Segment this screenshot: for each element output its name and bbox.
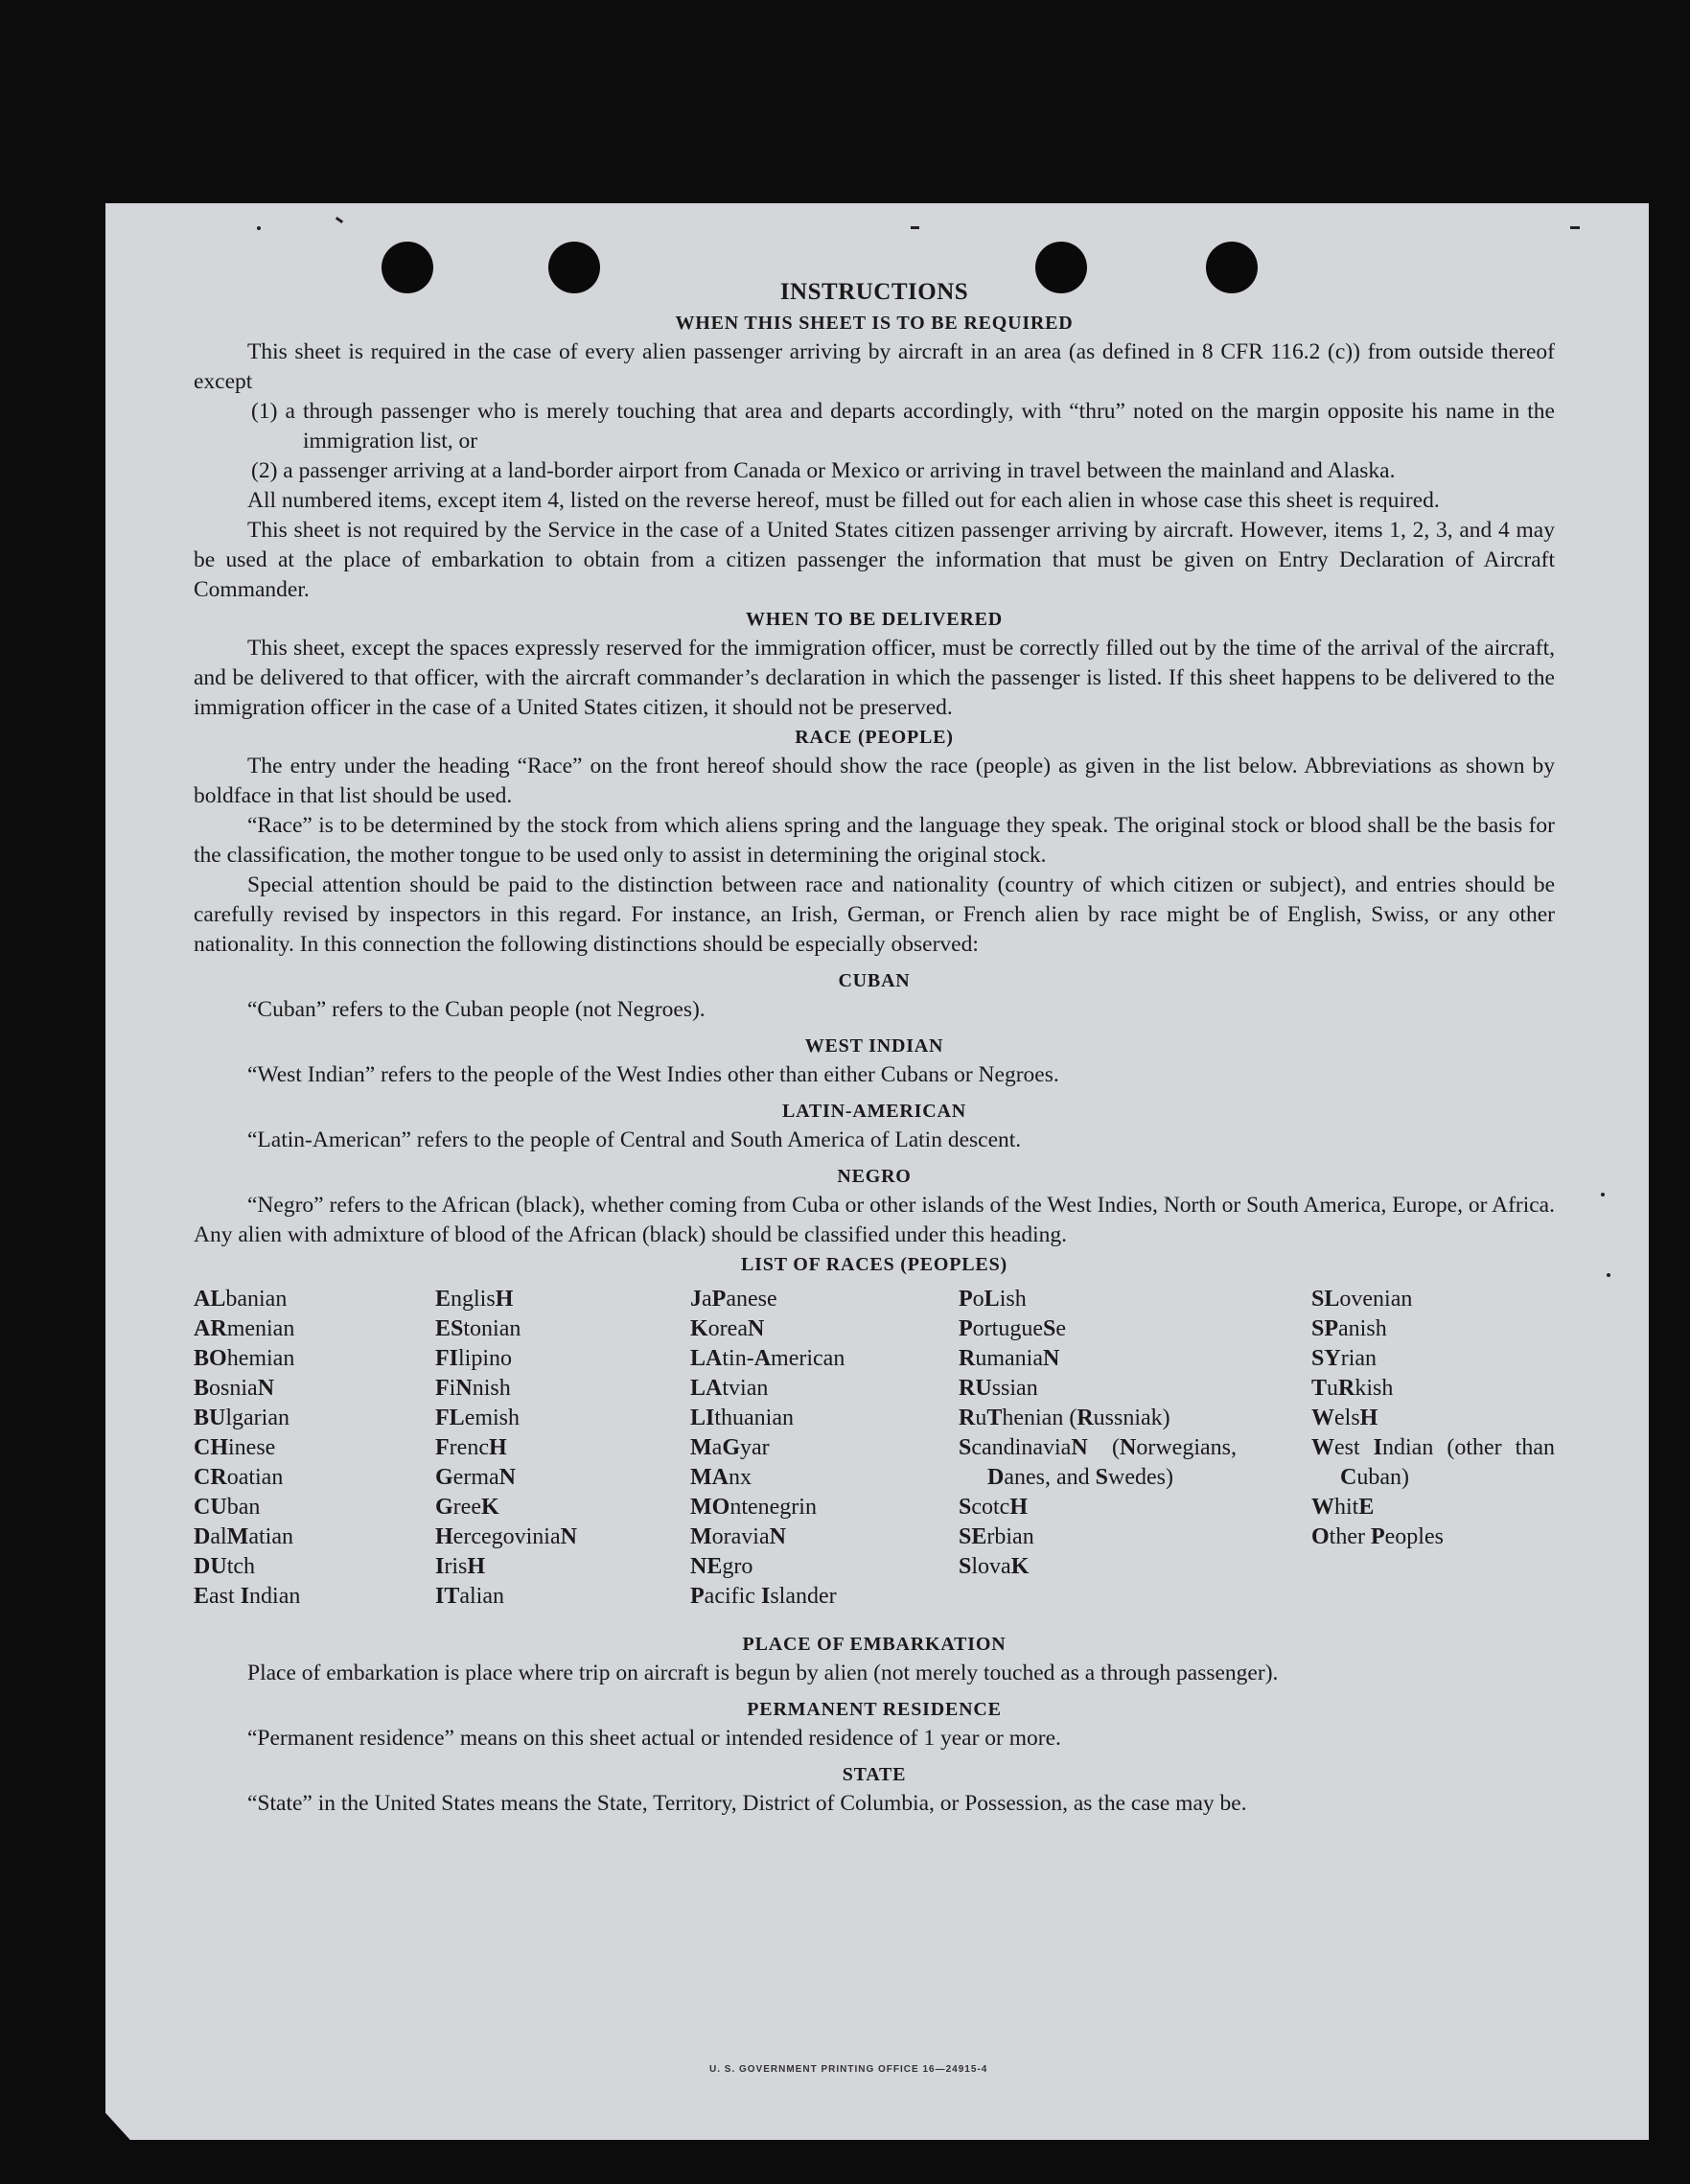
race-item: East Indian xyxy=(194,1584,301,1609)
race-item: MaGyar xyxy=(690,1435,770,1460)
section-heading: WEST INDIAN xyxy=(804,1035,944,1057)
races-column xyxy=(194,1285,414,1612)
section-heading: RACE (PEOPLE) xyxy=(795,727,954,748)
speck xyxy=(1607,1273,1610,1277)
paragraph: “Cuban” refers to the Cuban people (not Negroes). xyxy=(247,997,706,1022)
race-item: LIthuanian xyxy=(690,1406,794,1430)
race-item: PoLish xyxy=(959,1287,1027,1312)
race-item: BUlgarian xyxy=(194,1406,289,1430)
race-item: FrencH xyxy=(435,1435,507,1460)
race-item: GermaN xyxy=(435,1465,516,1490)
race-item: ScotcH xyxy=(959,1495,1029,1520)
race-item: WelsH xyxy=(1311,1406,1378,1430)
section-heading: STATE xyxy=(842,1764,907,1785)
races-list xyxy=(194,1285,1555,1630)
speck xyxy=(1570,226,1580,229)
paragraph: “West Indian” refers to the people of the West Indies other than either Cubans or Negroes. xyxy=(247,1062,1059,1087)
race-item: NEgro xyxy=(690,1554,753,1579)
paragraph: All numbered items, except item 4, listed on the reverse hereof, must be filled out for each alien in whose case this sheet is required. xyxy=(247,488,1440,513)
race-item: ITalian xyxy=(435,1584,504,1609)
race-item: ScandinaviaN (Norwegians, Danes, and Swedes) xyxy=(959,1435,1237,1490)
paragraph: “Negro” refers to the African (black), whether coming from Cuba or other islands of the West Indies, North or South America, Europe, or Africa. Any alien with admixture of blood of the African (black) should be classified under this heading. xyxy=(194,1193,1555,1247)
race-item: TuRkish xyxy=(1311,1376,1394,1401)
races-column xyxy=(1311,1285,1555,1552)
race-item: CHinese xyxy=(194,1435,276,1460)
race-item: CRoatian xyxy=(194,1465,284,1490)
race-item: EStonian xyxy=(435,1316,521,1341)
paragraph: “State” in the United States means the State, Territory, District of Columbia, or Possession, as the case may be. xyxy=(247,1791,1247,1816)
race-item: DUtch xyxy=(194,1554,256,1579)
race-item: FIlipino xyxy=(435,1346,513,1371)
race-item: LAtvian xyxy=(690,1376,769,1401)
race-item: LAtin-American xyxy=(690,1346,845,1371)
race-item: Pacific Islander xyxy=(690,1584,837,1609)
race-item: WhitE xyxy=(1311,1495,1375,1520)
race-item: RuThenian (Russniak) xyxy=(959,1406,1170,1430)
races-column xyxy=(959,1285,1237,1582)
race-item: ARmenian xyxy=(194,1316,295,1341)
race-item: RumaniaN xyxy=(959,1346,1060,1371)
paragraph: This sheet is not required by the Service in the case of a United States citizen passenger arriving by aircraft. However, items 1, 2, 3, and 4 may be used at the place of embarkation to obtain from a citizen passenger the information that must be given on Entry Declaration of Aircraft Commander. xyxy=(194,518,1555,602)
speck xyxy=(257,226,261,230)
races-column xyxy=(690,1285,939,1612)
paragraph: Special attention should be paid to the distinction between race and nationality (country of which citizen or subject), and entries should be carefully revised by inspectors in this regard. For instance, an Irish, German, or French alien by race might be of English, Swiss, or any other nationality. In this connection the following distinctions should be especially observed: xyxy=(194,872,1555,957)
race-item: KoreaN xyxy=(690,1316,765,1341)
race-item: SLovenian xyxy=(1311,1287,1413,1312)
race-item: SErbian xyxy=(959,1524,1034,1549)
race-item: GreeK xyxy=(435,1495,499,1520)
speck xyxy=(1601,1193,1605,1197)
section-heading: PERMANENT RESIDENCE xyxy=(747,1699,1002,1720)
paragraph: “Race” is to be determined by the stock from which aliens spring and the language they speak. The original stock or blood shall be the basis for the classification, the mother tongue to be used only to assist in determining the original stock. xyxy=(194,813,1555,868)
race-item: ALbanian xyxy=(194,1287,288,1312)
race-item: IrisH xyxy=(435,1554,486,1579)
instructions-body xyxy=(194,276,1555,1819)
section-heading: WHEN THIS SHEET IS TO BE REQUIRED xyxy=(675,313,1074,334)
race-item: JaPanese xyxy=(690,1287,777,1312)
paragraph: The entry under the heading “Race” on the front hereof should show the race (people) as given in the list below. Abbreviations as shown by boldface in that list should be used. xyxy=(194,754,1555,808)
race-item: BosniaN xyxy=(194,1376,275,1401)
race-item: FiNnish xyxy=(435,1376,511,1401)
race-item: SPanish xyxy=(1311,1316,1387,1341)
speck xyxy=(911,226,919,229)
race-item: RUssian xyxy=(959,1376,1038,1401)
race-item: Other Peoples xyxy=(1311,1524,1444,1549)
race-item: HercegoviniaN xyxy=(435,1524,577,1549)
section-heading: LATIN-AMERICAN xyxy=(782,1101,966,1122)
race-item: West Indian (other than Cuban) xyxy=(1311,1435,1555,1490)
paragraph: “Permanent residence” means on this sheet actual or intended residence of 1 year or more. xyxy=(247,1726,1061,1751)
race-item: SYrian xyxy=(1311,1346,1377,1371)
paragraph: Place of embarkation is place where trip on aircraft is begun by alien (not merely touched as a through passenger). xyxy=(247,1661,1279,1685)
race-item: CUban xyxy=(194,1495,261,1520)
list-item: (2) a passenger arriving at a land-border airport from Canada or Mexico or arriving in travel between the mainland and Alaska. xyxy=(251,458,1396,483)
race-item: SlovaK xyxy=(959,1554,1030,1579)
races-column xyxy=(435,1285,665,1612)
paragraph: This sheet is required in the case of every alien passenger arriving by aircraft in an area (as defined in 8 CFR 116.2 (c)) from outside thereof except xyxy=(194,339,1555,394)
paragraph: “Latin-American” refers to the people of Central and South America of Latin descent. xyxy=(247,1127,1022,1152)
printer-imprint: U. S. GOVERNMENT PRINTING OFFICE 16—24915-4 xyxy=(709,2064,988,2075)
race-item: BOhemian xyxy=(194,1346,295,1371)
section-heading: NEGRO xyxy=(837,1166,912,1187)
section-heading: WHEN TO BE DELIVERED xyxy=(745,609,1004,630)
section-heading: LIST OF RACES (PEOPLES) xyxy=(741,1254,1007,1275)
race-item: MOntenegrin xyxy=(690,1495,817,1520)
page-title: INSTRUCTIONS xyxy=(779,279,969,305)
race-item: DalMatian xyxy=(194,1524,293,1549)
race-item: EnglisH xyxy=(435,1287,514,1312)
section-heading: CUBAN xyxy=(838,970,911,991)
paragraph: This sheet, except the spaces expressly reserved for the immigration officer, must be correctly filled out by the time of the arrival of the aircraft, and be delivered to that officer, with the aircraft commander’s declaration in which the passenger is listed. If this sheet happens to be delivered to the immigration officer in the case of a United States citizen, it should not be preserved. xyxy=(194,636,1555,720)
race-item: MAnx xyxy=(690,1465,752,1490)
list-item: (1) a through passenger who is merely touching that area and departs accordingly, with “thru” noted on the margin opposite his name in the immigration list, or xyxy=(251,399,1555,453)
race-item: FLemish xyxy=(435,1406,521,1430)
section-heading: PLACE OF EMBARKATION xyxy=(742,1634,1007,1655)
race-item: MoraviaN xyxy=(690,1524,786,1549)
race-item: PortugueSe xyxy=(959,1316,1066,1341)
